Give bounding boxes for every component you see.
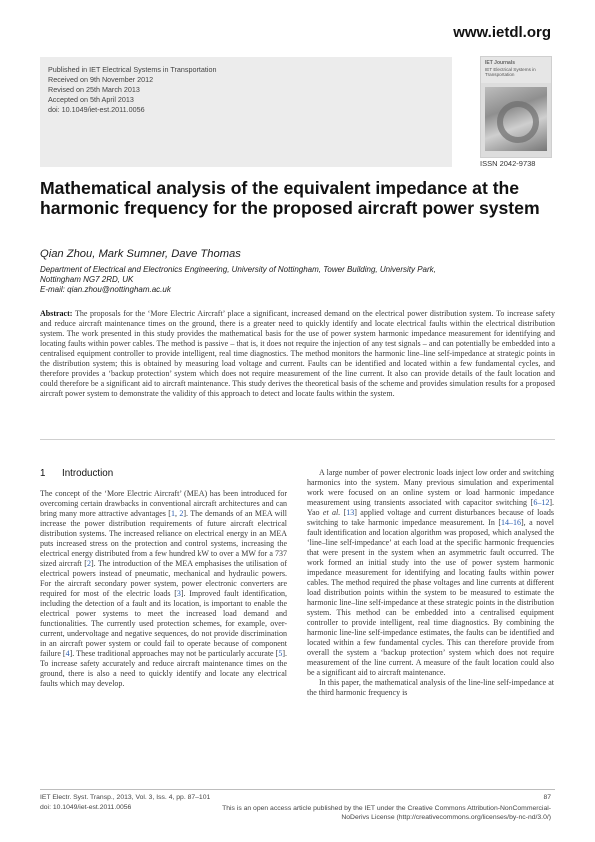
citation-link[interactable]: 5 bbox=[278, 649, 283, 658]
abstract-text: The proposals for the ‘More Electric Aircraft’ place a significant, increased demand on the electrical power distribution system. To increase safety and reduce aircraft maintenance times on the ground, there is a greater need to quickly identify and locate electrical faults within the electrical distribution system. The work presented in this study provides the mathematical basis for the use of power system harmonic impedance measurement for identifying and locating faults within power cables. The method is passive – that is, it does not require the injection of any test signals – and can potentially be embedded into a centralised equipment controller to provide intelligent, real time diagnostics. The method monitors the harmonic line–line self-impedance at strategic points in the distribution system; this is obtained by measuring load voltage and current. Faults can be identified and located within a few fundamental cycles, and therefore provides a ‘backup protection’ system which does not require measurement of the line current. It also can provide details of the fault location and could therefore be a significant aid to aircraft maintenance. This study derives the theoretical basis of the scheme and provides simulation results for a proposed aircraft power system to demonstrate the validity of this approach to detect and locate faults within the system. bbox=[40, 309, 555, 398]
body-text: ] applied voltage and current disturbances because of loads switching to take harmonic impedance measurement. In [ bbox=[307, 508, 554, 527]
body-text: In this paper, the mathematical analysis of the line-line self-impedance at the third harmonic frequency is bbox=[307, 678, 554, 697]
right-column bbox=[307, 468, 554, 778]
journal-cover-image bbox=[480, 56, 552, 158]
affiliation-line-1: Department of Electrical and Electronics Engineering, University of Nottingham, Tower Building, University Park, bbox=[40, 265, 436, 274]
doi-header: doi: 10.1049/iet-est.2011.0056 bbox=[48, 105, 145, 114]
citation-link[interactable]: 13 bbox=[346, 508, 355, 517]
footer-journal-citation: IET Electr. Syst. Transp., 2013, Vol. 3, Iss. 4, pp. 87–101 bbox=[40, 794, 211, 801]
page-number: 87 bbox=[543, 794, 551, 801]
revised-date: Revised on 25th March 2013 bbox=[48, 85, 140, 94]
footer-divider bbox=[40, 789, 555, 790]
site-url[interactable]: www.ietdl.org bbox=[453, 24, 551, 41]
citation-link[interactable]: 2 bbox=[179, 509, 184, 518]
cover-brand: IET Journals bbox=[485, 60, 516, 66]
body-text: ]. The demands of an MEA will increase the power distribution requirements of future aircraft electrical distribution systems. The increased reliance on electrical energy in an MEA puts increased stress on the protection and control systems, increasing the electrical energy distributed from a few hundred kW to over a MW for a 737 sized aircraft [ bbox=[40, 509, 287, 568]
citation-link[interactable]: 2 bbox=[86, 559, 91, 568]
publication-info bbox=[48, 65, 216, 115]
citation-link[interactable]: 1 bbox=[170, 509, 175, 518]
citation-link[interactable]: 4 bbox=[65, 649, 70, 658]
abstract-label: Abstract: bbox=[40, 309, 73, 318]
body-text: ], a novel fault identification and location algorithm was proposed, which analysed the ‘line–line self-impedance’ at each load at the specific harmonic frequencies that were present in the system when an asymmetric fault occurred. The work formed an initial study into the use of power system harmonic impedance measurement for identifying and locating faults within power cables. The method required the phase voltages and line currents at different load distribution points within the system to be measured to estimate the harmonic line–line self-impedance at these strategic points in the distribution system. This method can be embedded into a centralised equipment controller to provide intelligent, real time diagnostics. By combining the harmonic line-line self-impedance estimates, the faults can be identified and located within a few fundamental cycles. This can therefore provide from overall the system a ‘backup protection’ system which does not require measurement of the line current. A measure of the fault location could also be a significant aid to aircraft maintenance. bbox=[307, 518, 554, 677]
citation-link[interactable]: 3 bbox=[176, 589, 181, 598]
abstract-divider bbox=[40, 439, 555, 440]
left-column bbox=[40, 489, 287, 789]
affiliation bbox=[40, 265, 560, 295]
body-text: , bbox=[174, 509, 180, 518]
body-text: ]. The introduction of the MEA emphasises the utilisation of electrical powers instead of pneumatic, mechanical and hydraulic powers. For the aircraft secondary power system, power electronic converters are required for most of the electric loads [ bbox=[40, 559, 287, 598]
abstract bbox=[40, 309, 555, 399]
accepted-date: Accepted on 5th April 2013 bbox=[48, 95, 134, 104]
cover-photo-detail bbox=[497, 101, 539, 143]
body-text: ]. To increase safety accurately and reduce aircraft maintenance times on the ground, there is also a need to quickly identify and locate any electrical faults which may develop. bbox=[40, 649, 287, 688]
received-date: Received on 9th November 2012 bbox=[48, 75, 154, 84]
affiliation-line-2: Nottingham NG7 2RD, UK bbox=[40, 275, 134, 284]
section-heading bbox=[40, 468, 113, 479]
license-notice: This is an open access article published by the IET under the Creative Commons Attribution-NonCommercial-NoDerivs License (http://creativecommons.org/licenses/by-nc-nd/3.0/) bbox=[222, 805, 551, 821]
section-number: 1 bbox=[40, 468, 46, 479]
body-text: The concept of the ‘More Electric Aircraft’ (MEA) has been introduced for overcoming certain drawbacks in conventional aircraft architectures and can bring many more attractive advantages [ bbox=[40, 489, 287, 518]
section-title: Introduction bbox=[62, 468, 114, 479]
authors: Qian Zhou, Mark Sumner, Dave Thomas bbox=[40, 248, 241, 260]
body-text: ]. These traditional approaches may not be particularly accurate [ bbox=[69, 649, 279, 658]
issn: ISSN 2042-9738 bbox=[480, 159, 536, 168]
body-text: [ bbox=[340, 508, 347, 517]
body-text: ]. Improved fault identification, including the detection of a fault and its location, is important to enable the electrical power systems to meet the increased load demand and functionalities. The currently used protection schemes, for example, over-current, undervoltage and negative sequences, do not provide discrimination in an aircraft power system or could fail to operate because of component failure [ bbox=[40, 589, 287, 658]
cover-journal-title: IET Electrical Systems in Transportation bbox=[485, 67, 536, 78]
article-title: Mathematical analysis of the equivalent impedance at the harmonic frequency for the proposed aircraft power system bbox=[40, 178, 540, 218]
body-text: ]. Yao bbox=[307, 498, 554, 517]
body-text: A large number of power electronic loads inject low order and switching harmonics into the system. Many previous simulation and experimental work were focused on an online system or load harmonic impedance measurement using transients associated with capacitor switching [ bbox=[307, 468, 554, 507]
published-in: Published in IET Electrical Systems in Transportation bbox=[48, 65, 217, 74]
footer-doi: doi: 10.1049/iet-est.2011.0056 bbox=[40, 804, 132, 811]
citation-link[interactable]: 6–12 bbox=[533, 498, 550, 507]
author-email[interactable]: E-mail: qian.zhou@nottingham.ac.uk bbox=[40, 285, 171, 294]
citation-link[interactable]: 14–16 bbox=[501, 518, 521, 527]
body-text-italic: et al. bbox=[322, 508, 341, 517]
